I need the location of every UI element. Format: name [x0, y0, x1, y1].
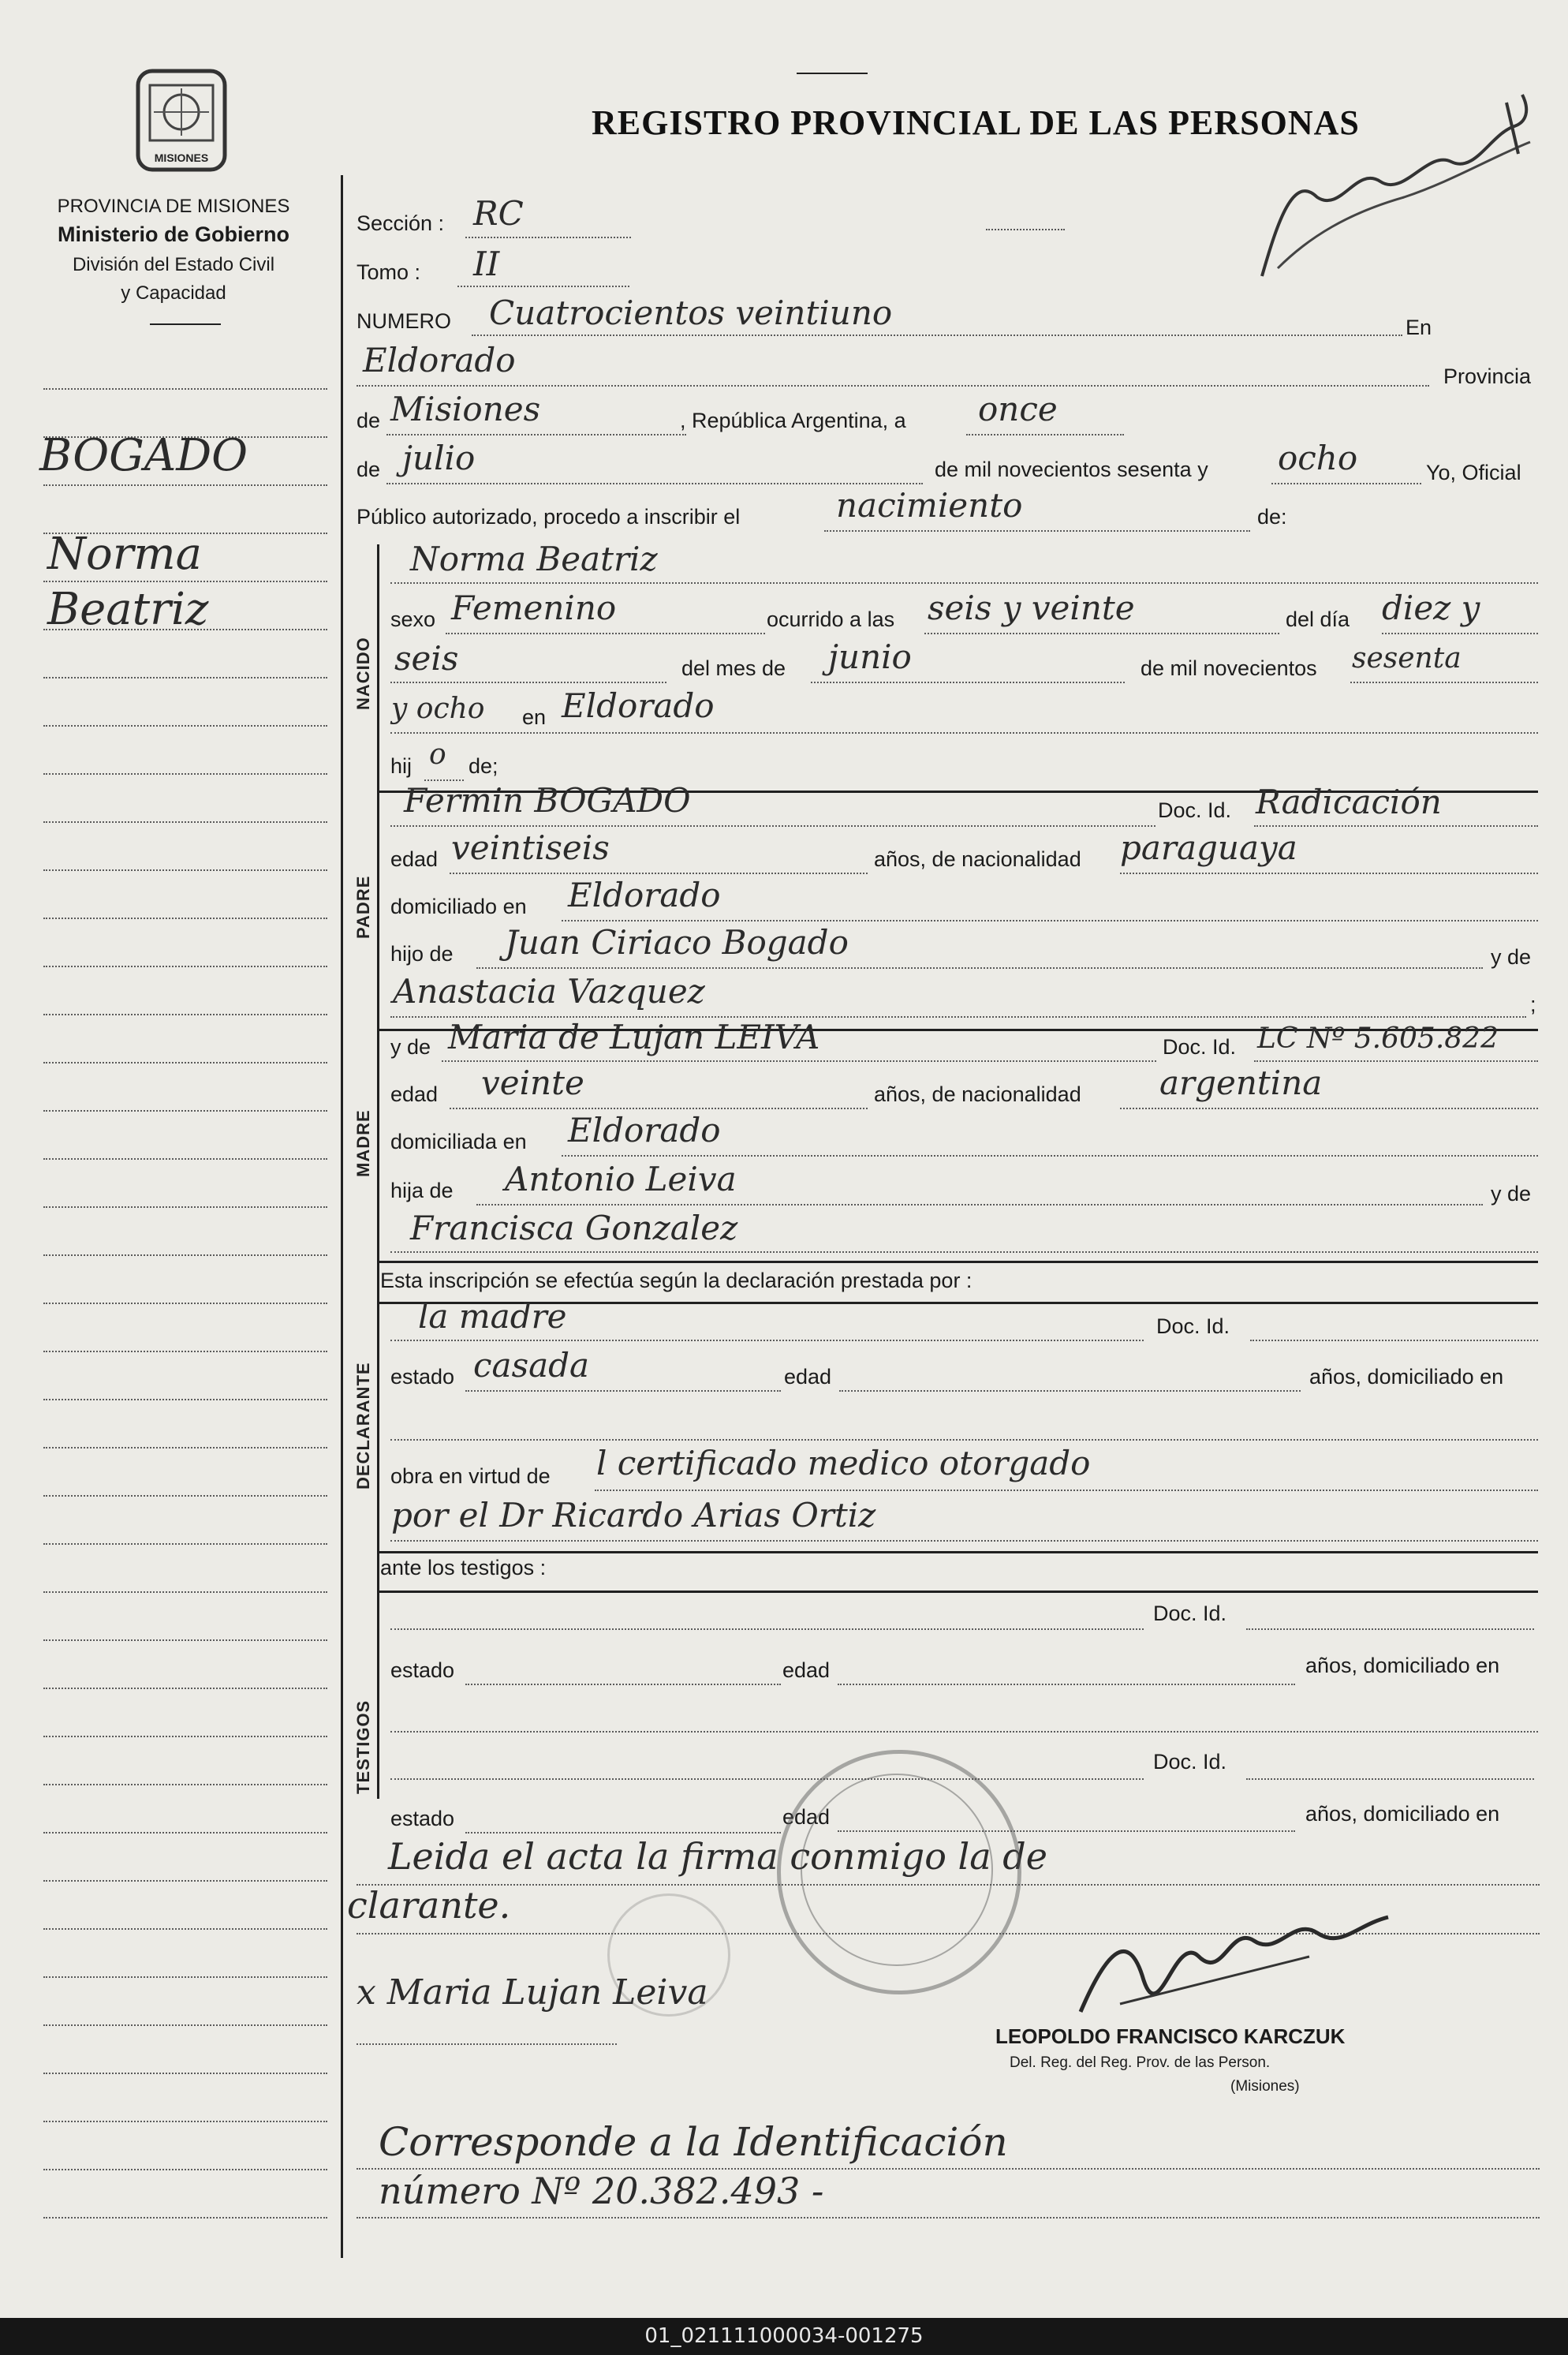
- declarante-estado-value: casada: [473, 1346, 590, 1385]
- tomo-value: II: [473, 245, 500, 283]
- numero-value: Cuatrocientos veintiuno: [489, 293, 893, 332]
- madre-nacionalidad-label: años, de nacionalidad: [874, 1082, 1081, 1106]
- provincia-line: [386, 434, 686, 435]
- provincia-value: Misiones: [390, 390, 541, 428]
- header-signature-icon: [1246, 79, 1546, 292]
- nacido-anio-value-1: sesenta: [1352, 642, 1462, 675]
- provincia-label: Provincia: [1443, 364, 1532, 388]
- margin-line: [43, 388, 327, 390]
- declarante-obra-value-2: por el Dr Ricardo Arias Ortiz: [391, 1496, 876, 1534]
- madre-edad-line: [450, 1108, 868, 1109]
- org-line3: División del Estado Civil: [72, 254, 275, 275]
- yo-oficial-label: Yo, Oficial: [1426, 461, 1521, 484]
- margin-line: [43, 1784, 327, 1785]
- margin-line: [43, 2121, 327, 2122]
- padre-label: PADRE: [353, 875, 373, 939]
- margin-line: [43, 918, 327, 919]
- dia2-line: [390, 682, 666, 683]
- padre-nacionalidad-value: paraguaya: [1120, 828, 1297, 867]
- madre-doc-line: [1254, 1060, 1538, 1062]
- numero-line: [472, 335, 1402, 336]
- dia-line: [966, 434, 1124, 435]
- margin-line: [43, 2073, 327, 2074]
- dia-value: once: [978, 390, 1058, 428]
- de-colon-label: de:: [1257, 505, 1287, 529]
- nacido-mes-line: [811, 682, 1125, 683]
- madre-domicilio-label: domiciliada en: [390, 1130, 527, 1153]
- madre-padre-value: Antonio Leiva: [505, 1160, 737, 1198]
- oficial-cargo: Del. Reg. del Reg. Prov. de las Person.: [1010, 2054, 1271, 2071]
- testigo1-doc-line: [1246, 1628, 1534, 1630]
- margin-line: [43, 869, 327, 871]
- testigo1-edad-line: [838, 1684, 1295, 1685]
- anio-line: [1271, 483, 1421, 484]
- nacido-nombre-line: [390, 582, 1538, 584]
- margin-name-line2: Beatriz: [47, 584, 209, 635]
- madre-doc-label: Doc. Id.: [1163, 1035, 1237, 1059]
- testigo2-doc-line: [1246, 1778, 1534, 1780]
- sexo-line: [446, 633, 765, 634]
- anio-value: ocho: [1278, 439, 1358, 477]
- de-label-2: de: [357, 458, 381, 481]
- testigo2-doc-label: Doc. Id.: [1153, 1750, 1227, 1774]
- nacido-mes-value: junio: [828, 637, 912, 676]
- testigo1-anios-label: años, domiciliado en: [1305, 1654, 1500, 1677]
- nacido-label: NACIDO: [353, 637, 373, 710]
- testigo2-estado-line: [465, 1832, 781, 1834]
- hora-line: [924, 633, 1279, 634]
- nacido-anio-line: [1350, 682, 1538, 683]
- margin-line: [43, 966, 327, 967]
- madre-label: MADRE: [353, 1109, 373, 1177]
- padre-edad-value: veintiseis: [451, 828, 610, 867]
- del-dia-label: del día: [1286, 607, 1350, 631]
- nacido-lugar-line: [390, 732, 1538, 734]
- margin-line: [43, 1591, 327, 1593]
- padre-semicolon: ;: [1530, 992, 1536, 1016]
- testigo1-nombre-line: [390, 1628, 1144, 1630]
- margin-line: [43, 1351, 327, 1352]
- firma-declarante: x Maria Lujan Leiva: [357, 1972, 708, 2013]
- testigo1-doc-label: Doc. Id.: [1153, 1602, 1227, 1625]
- madre-padre-line: [476, 1204, 1483, 1206]
- margin-line: [43, 677, 327, 678]
- declarante-obra-line-2: [390, 1540, 1538, 1542]
- madre-nombre: Maria de Lujan LEIVA: [448, 1018, 820, 1056]
- padre-edad-line: [450, 873, 868, 874]
- margin-line: [43, 1062, 327, 1063]
- margin-line: [43, 1110, 327, 1112]
- margin-line: [43, 1928, 327, 1930]
- margin-line: [43, 484, 327, 486]
- nacido-dia-value-2: seis: [394, 639, 459, 678]
- margin-line: [43, 1639, 327, 1641]
- margin-line: [43, 821, 327, 823]
- tomo-line: [457, 286, 629, 287]
- testigo2-nombre-line: [390, 1778, 1144, 1780]
- margin-line: [43, 581, 327, 582]
- padre-nombre: Fermin BOGADO: [404, 781, 691, 820]
- testigo2-anios-label: años, domiciliado en: [1305, 1802, 1500, 1826]
- nota-line1-text: Corresponde a la Identificación: [379, 2119, 1008, 2165]
- padre-padre-value: Juan Ciriaco Bogado: [505, 923, 849, 962]
- declarante-doc-line: [1250, 1340, 1538, 1341]
- sexo-value: Femenino: [451, 589, 617, 627]
- firma-declarante-line: [357, 2043, 617, 2045]
- mes-value: julio: [402, 439, 476, 477]
- declarante-estado-line: [465, 1390, 781, 1392]
- margin-line: [43, 1158, 327, 1160]
- official-signature-icon: [1073, 1909, 1404, 2035]
- margin-line: [43, 2169, 327, 2170]
- page-title: REGISTRO PROVINCIAL DE LAS PERSONAS: [592, 103, 1360, 142]
- declarante-obra-line-1: [595, 1490, 1538, 1491]
- madre-domicilio-line: [562, 1155, 1538, 1157]
- nacido-anio-value-2: y ocho: [391, 693, 485, 725]
- madre-nombre-line: [442, 1060, 1156, 1062]
- nacido-mil-label: de mil novecientos: [1141, 656, 1317, 680]
- margin-surname: BOGADO: [39, 430, 248, 481]
- del-mes-label: del mes de: [681, 656, 786, 680]
- seal-text: MISIONES: [154, 151, 209, 164]
- padre-edad-label: edad: [390, 847, 439, 871]
- cierre-line1-text: Leida el acta la firma conmigo la de: [388, 1835, 1047, 1878]
- padre-doc-value: Radicación: [1256, 783, 1442, 821]
- margin-line: [43, 1206, 327, 1208]
- declarante-testigos-divider: [377, 1551, 1538, 1553]
- testigos-intro: ante los testigos :: [380, 1556, 547, 1579]
- margin-line: [43, 773, 327, 775]
- testigo2-edad-label: edad: [782, 1805, 831, 1829]
- margin-line: [43, 1736, 327, 1737]
- testigo1-estado-label: estado: [390, 1658, 455, 1682]
- nacido-nombre: Norma Beatriz: [410, 540, 658, 578]
- madre-doc-value: LC Nº 5.605.822: [1257, 1022, 1499, 1055]
- padre-domicilio-line: [562, 920, 1538, 921]
- nota-line-2: [357, 2217, 1540, 2219]
- acto-value: nacimiento: [836, 486, 1023, 525]
- hij-de-label: de;: [469, 754, 498, 778]
- nacido-en-label: en: [522, 705, 547, 729]
- provincial-seal-icon: [126, 63, 237, 181]
- hij-value: o: [429, 738, 446, 771]
- madre-hija-de-label: hija de: [390, 1179, 454, 1202]
- testigos-top-divider: [377, 1591, 1538, 1593]
- declarante-nombre-line: [390, 1340, 1144, 1341]
- testigos-label: TESTIGOS: [353, 1699, 373, 1794]
- sexo-label: sexo: [390, 607, 436, 631]
- madre-y-de-label-2: y de: [1491, 1182, 1532, 1206]
- cierre-line2-text: clarante.: [347, 1884, 511, 1927]
- dia-line-nacido: [1382, 633, 1538, 634]
- margin-line: [43, 2024, 327, 2026]
- margin-line: [43, 1880, 327, 1882]
- margin-line: [43, 1976, 327, 1978]
- declarante-label: DECLARANTE: [353, 1362, 373, 1490]
- madre-edad-value: veinte: [481, 1063, 584, 1102]
- margin-line: [43, 2217, 327, 2219]
- margin-line: [43, 1447, 327, 1449]
- margin-line: [43, 1399, 327, 1400]
- tomo-label: Tomo :: [357, 260, 421, 284]
- hora-value: seis y veinte: [928, 589, 1135, 627]
- testigo1-edad-label: edad: [782, 1658, 831, 1682]
- margin-line: [43, 1303, 327, 1304]
- ocurrido-label: ocurrido a las: [767, 607, 895, 631]
- de-label: de: [357, 409, 381, 432]
- oficial-lugar: (Misiones): [1230, 2078, 1300, 2095]
- margin-line: [43, 1254, 327, 1256]
- nota-line2-text: número Nº 20.382.493 -: [379, 2170, 824, 2212]
- top-mark: [797, 73, 868, 74]
- inner-vertical-rule: [377, 544, 379, 1799]
- madre-y-de-label: y de: [390, 1035, 431, 1059]
- madre-nacionalidad-line: [1120, 1108, 1538, 1109]
- org-line2: Ministerio de Gobierno: [57, 222, 290, 246]
- padre-y-de-label: y de: [1491, 945, 1532, 969]
- margin-line: [43, 725, 327, 727]
- org-line1: PROVINCIA DE MISIONES: [57, 196, 290, 217]
- padre-domicilio-value: Eldorado: [568, 876, 721, 914]
- padre-padre-line: [476, 967, 1483, 969]
- margin-line: [43, 1495, 327, 1497]
- madre-madre-value: Francisca Gonzalez: [410, 1209, 738, 1247]
- official-stamp-inner: [801, 1774, 993, 1966]
- publico-label: Público autorizado, procedo a inscribir el: [357, 505, 741, 529]
- seccion-label: Sección :: [357, 211, 445, 235]
- padre-domicilio-label: domiciliado en: [390, 895, 527, 918]
- padre-madre-value: Anastacia Vazquez: [393, 972, 705, 1011]
- padre-nacionalidad-line: [1120, 873, 1538, 874]
- testigo1-domicilio-line: [390, 1731, 1538, 1733]
- padre-hijo-de-label: hijo de: [390, 942, 454, 966]
- en-label: En: [1406, 316, 1432, 339]
- padre-doc-line: [1254, 825, 1538, 827]
- padre-nacionalidad-label: años, de nacionalidad: [874, 847, 1081, 871]
- madre-edad-label: edad: [390, 1082, 439, 1106]
- declarante-anios-label: años, domiciliado en: [1309, 1365, 1504, 1389]
- nacido-dia-value-1: diez y: [1382, 589, 1480, 627]
- republica-label: , República Argentina, a: [680, 409, 906, 432]
- mil-label: de mil novecientos sesenta y: [935, 458, 1208, 481]
- footer-image-id: 01_021111000034-001275: [644, 2324, 924, 2348]
- testigo2-estado-label: estado: [390, 1807, 455, 1830]
- declarante-edad-line: [839, 1390, 1301, 1392]
- declarante-edad-label: edad: [784, 1365, 832, 1389]
- testigo1-estado-line: [465, 1684, 781, 1685]
- declarante-doc-label: Doc. Id.: [1156, 1314, 1230, 1338]
- seccion-mark: [986, 229, 1065, 230]
- declarante-obra-label: obra en virtud de: [390, 1464, 551, 1488]
- mes-line: [386, 483, 923, 484]
- org-divider: [150, 323, 221, 325]
- margin-line: [43, 1014, 327, 1015]
- margin-line: [43, 1543, 327, 1545]
- main-vertical-rule: [341, 175, 343, 2258]
- declarante-estado-label: estado: [390, 1365, 455, 1389]
- oficial-nombre: LEOPOLDO FRANCISCO KARCZUK: [995, 2024, 1346, 2048]
- madre-domicilio-value: Eldorado: [568, 1111, 721, 1149]
- hij-label: hij: [390, 754, 413, 778]
- acto-line: [824, 530, 1250, 532]
- madre-madre-line: [390, 1251, 1538, 1253]
- declarante-obra-value-1: l certificado medico otorgado: [596, 1444, 1091, 1482]
- declarante-nombre: la madre: [418, 1297, 567, 1336]
- madre-nacionalidad-value: argentina: [1159, 1063, 1323, 1102]
- declarante-domicilio-line: [390, 1439, 1538, 1441]
- numero-label: NUMERO: [357, 309, 451, 333]
- seccion-value: RC: [473, 194, 524, 233]
- padre-nombre-line: [390, 825, 1155, 827]
- localidad-value: Eldorado: [363, 341, 516, 379]
- nacido-lugar-value: Eldorado: [562, 686, 715, 725]
- padre-doc-label: Doc. Id.: [1158, 798, 1232, 822]
- margin-name-line1: Norma: [47, 529, 202, 580]
- declarante-intro: Esta inscripción se efectúa según la declaración prestada por :: [380, 1269, 973, 1292]
- seccion-line: [465, 237, 631, 238]
- localidad-line: [357, 385, 1429, 387]
- margin-line: [43, 1688, 327, 1689]
- madre-intro-divider: [377, 1261, 1538, 1263]
- margin-line: [43, 1832, 327, 1834]
- org-line4: y Capacidad: [121, 282, 226, 304]
